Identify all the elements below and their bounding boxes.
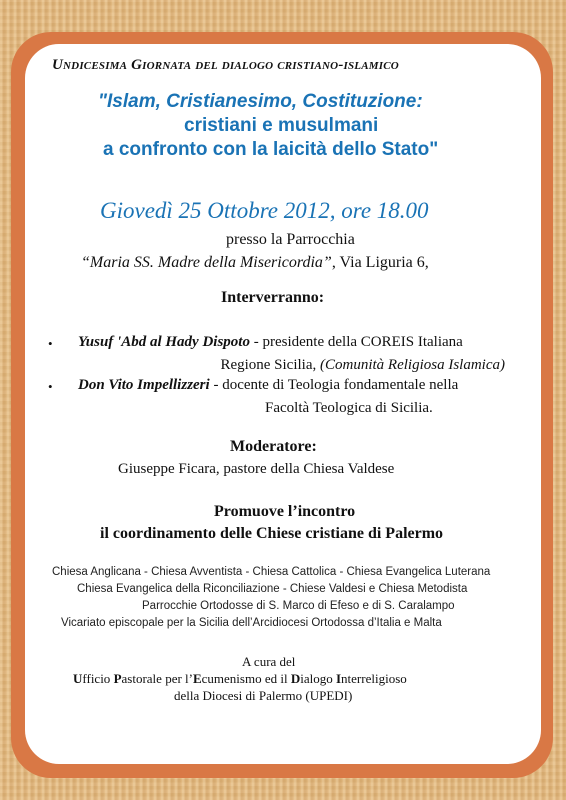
title-line-3: a confronto con la laicità dello Stato" xyxy=(103,139,439,160)
office-initial: D xyxy=(290,671,301,686)
moderator-heading: Moderatore: xyxy=(230,438,317,455)
title-line-1: "Islam, Cristianesimo, Costituzione: xyxy=(98,91,423,112)
venue-intro: presso la Parrocchia xyxy=(226,231,355,248)
speaker-1-role-line-2 xyxy=(220,357,505,374)
office-initial: I xyxy=(335,671,342,686)
speaker-2 xyxy=(78,377,458,394)
office-word: fficio xyxy=(82,671,114,686)
parish-name: “Maria SS. Madre della Misericordia” xyxy=(81,254,332,271)
churches-line-2: Chiesa Evangelica della Riconciliazione - Chiese Valdesi e Chiesa Metodista xyxy=(77,583,468,595)
churches-line-1: Chiesa Anglicana - Chiesa Avventista - Chiesa Cattolica - Chiesa Evangelica Luterana xyxy=(52,566,491,578)
churches-line-3: Parrocchie Ortodosse di S. Marco di Efeso e di S. Caralampo xyxy=(142,600,455,612)
event-series-header: Undicesima Giornata del dialogo cristiano-islamico xyxy=(52,57,399,73)
speaker-1-org-note: (Comunità Religiosa Islamica) xyxy=(320,357,505,373)
event-date: Giovedì 25 Ottobre 2012, ore 18.00 xyxy=(100,198,429,223)
speaker-1-role: - presidente della COREIS Italiana xyxy=(249,334,463,350)
speaker-1-region: Regione Sicilia, xyxy=(220,357,321,373)
speaker-1 xyxy=(78,334,463,351)
promoter-line-1: Promuove l’incontro xyxy=(214,503,356,520)
footer-office xyxy=(73,671,407,687)
office-word: astorale per l’ xyxy=(121,671,193,686)
office-word: ialogo xyxy=(300,671,336,686)
promoter-line-2: il coordinamento delle Chiese cristiane di Palermo xyxy=(100,525,444,542)
bullet-icon: • xyxy=(48,379,53,394)
speaker-1-name: Yusuf 'Abd al Hady Dispoto xyxy=(78,334,250,350)
footer-diocese: della Diocesi di Palermo (UPEDI) xyxy=(174,688,353,703)
street-address: , Via Liguria 6, xyxy=(331,254,429,271)
office-initial: P xyxy=(113,671,122,686)
speaker-2-role-line-2: Facoltà Teologica di Sicilia. xyxy=(265,400,433,416)
speakers-heading: Interverranno: xyxy=(221,289,325,306)
churches-line-4: Vicariato episcopale per la Sicilia dell’Arcidiocesi Ortodossa d’Italia e Malta xyxy=(61,617,442,629)
speaker-2-role: - docente di Teologia fondamentale nella xyxy=(209,377,459,393)
bullet-icon: • xyxy=(48,336,53,351)
footer-a-cura: A cura del xyxy=(242,654,296,669)
title-line-2: cristiani e musulmani xyxy=(184,115,379,136)
office-word: cumenismo ed il xyxy=(201,671,291,686)
speaker-2-name: Don Vito Impellizzeri xyxy=(78,377,210,393)
office-initial: U xyxy=(73,671,83,686)
venue-address xyxy=(81,254,429,272)
office-initial: E xyxy=(192,671,202,686)
office-word: nterreligioso xyxy=(341,671,407,686)
moderator-name: Giuseppe Ficara, pastore della Chiesa Valdese xyxy=(118,461,395,477)
